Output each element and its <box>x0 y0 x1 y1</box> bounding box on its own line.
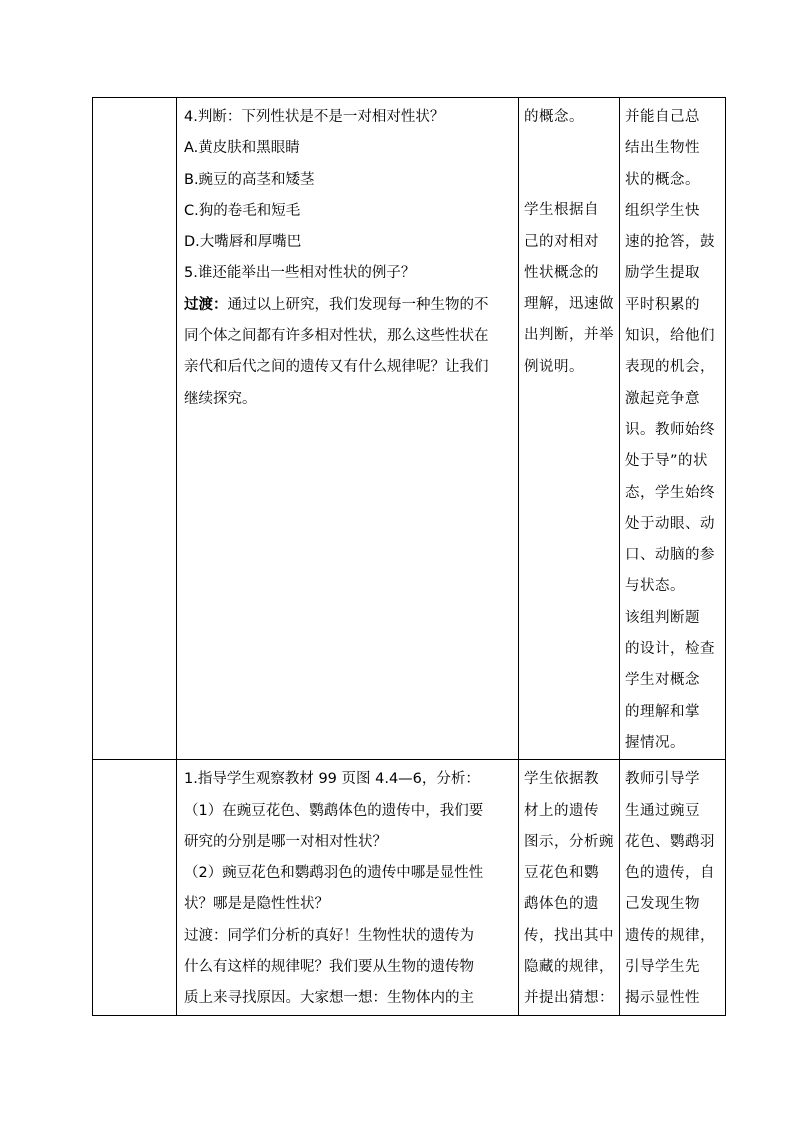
text-line: 口、动脑的参 <box>625 547 715 564</box>
text-line: 速的抢答，鼓 <box>625 234 715 251</box>
text-line: 性状概念的 <box>524 264 599 281</box>
text-line: 隐藏的规律， <box>524 959 614 976</box>
text-line: 过渡：同学们分析的真好！生物性状的遗传为 <box>184 927 474 944</box>
text-line: 表现的机会， <box>625 359 715 376</box>
text-line: 平时积累的 <box>625 296 700 313</box>
text-line: 鹉体色的遗 <box>524 896 599 913</box>
text-line: 研究的分别是哪一对相对性状？ <box>184 833 387 850</box>
text-line: 组织学生快 <box>625 202 700 219</box>
table-row <box>93 98 726 760</box>
question-5: 5.谁还能举出一些相对性状的例子？ <box>184 265 416 282</box>
text-line: 的概念。 <box>524 109 584 125</box>
text-line: 状的概念。 <box>625 171 700 188</box>
option-b: B.豌豆的高茎和矮茎 <box>184 171 315 188</box>
text-line: 握情况。 <box>625 734 685 751</box>
text-line: 该组判断题 <box>625 609 700 626</box>
option-d: D.大嘴唇和厚嘴巴 <box>184 234 302 251</box>
text-line: 的理解和掌 <box>625 703 700 720</box>
text-line: 花色、鹦鹉羽 <box>625 833 715 850</box>
stage-cell-empty <box>93 760 177 1015</box>
text-line: 质上来寻找原因。大家想一想：生物体内的主 <box>184 990 474 1007</box>
text-line: 励学生提取 <box>625 265 700 282</box>
text-line: 图示，分析豌 <box>524 833 614 850</box>
text-line: 色的遗传，自 <box>625 865 715 882</box>
student-activity-cell <box>519 98 620 760</box>
text-line: 状？哪是是隐性性状？ <box>184 896 329 913</box>
text-line: （1）在豌豆花色、鹦鹉体色的遗传中，我们要 <box>184 802 484 819</box>
text-line: 1.指导学生观察教材 99 页图 4.4—6，分析： <box>184 771 480 788</box>
text-line: 学生根据自 <box>524 202 599 219</box>
text-line: 传，找出其中 <box>524 927 614 944</box>
transition-line-2: 同个体之间都有许多相对性状，那么这些性状在 <box>184 328 489 345</box>
transition-line-4: 继续探究。 <box>184 390 257 407</box>
text-line: 知识，给他们 <box>625 328 715 345</box>
text-line: 出判断，并举 <box>524 327 614 344</box>
text-line: 学生依据教 <box>524 771 599 788</box>
text-line: 的设计，检查 <box>625 641 715 658</box>
question-4: 4.判断：下列性状是不是一对相对性状？ <box>184 109 445 125</box>
text-line: 己发现生物 <box>625 896 700 913</box>
text-line: 与状态。 <box>625 578 685 595</box>
text-line: 什么有这样的规律呢？我们要从生物的遗传物 <box>184 959 474 976</box>
text-line: 并能自己总 <box>625 109 700 125</box>
text-line: 揭示显性性 <box>625 990 700 1007</box>
text-line: 并提出猜想： <box>524 990 614 1007</box>
text-line: 结出生物性 <box>625 140 700 157</box>
option-c: C.狗的卷毛和短毛 <box>184 202 301 219</box>
text-line: 己的对相对 <box>524 233 599 250</box>
text-line: 学生对概念 <box>625 672 700 689</box>
text-line: 遗传的规律， <box>625 927 715 944</box>
student-activity-cell <box>519 760 620 1015</box>
text-line: 引导学生先 <box>625 959 700 976</box>
design-intent-cell <box>620 760 726 1015</box>
transition-label: 过渡： <box>184 296 228 313</box>
table-row <box>93 760 726 1015</box>
text-line: 态，学生始终 <box>625 484 715 501</box>
text-line: 例说明。 <box>524 358 584 375</box>
transition-line-1: 过渡：通过以上研究，我们发现每一种生物的不 <box>184 296 489 313</box>
text-line: 处于动眼、动 <box>625 515 715 532</box>
text-line: 处于导”的状 <box>625 453 709 470</box>
text-line: 生通过豌豆 <box>625 802 700 819</box>
stage-cell-empty <box>93 98 177 760</box>
design-intent-cell <box>620 98 726 760</box>
text-line: 激起竞争意 <box>625 390 700 407</box>
text-line: 理解，迅速做 <box>524 296 614 313</box>
text-line: （2）豌豆花色和鹦鹉羽色的遗传中哪是显性性 <box>184 865 484 882</box>
text-line: 豆花色和鹦 <box>524 865 599 882</box>
lesson-plan-table <box>92 97 726 1016</box>
text-line: 材上的遗传 <box>524 802 599 819</box>
transition-line-3: 亲代和后代之间的遗传又有什么规律呢？让我们 <box>184 359 489 376</box>
option-a: A.黄皮肤和黑眼睛 <box>184 140 300 157</box>
teacher-activity-cell <box>177 98 519 760</box>
text-line: 识。教师始终 <box>625 421 715 438</box>
teacher-activity-cell <box>177 760 519 1015</box>
text-line: 教师引导学 <box>625 771 700 788</box>
